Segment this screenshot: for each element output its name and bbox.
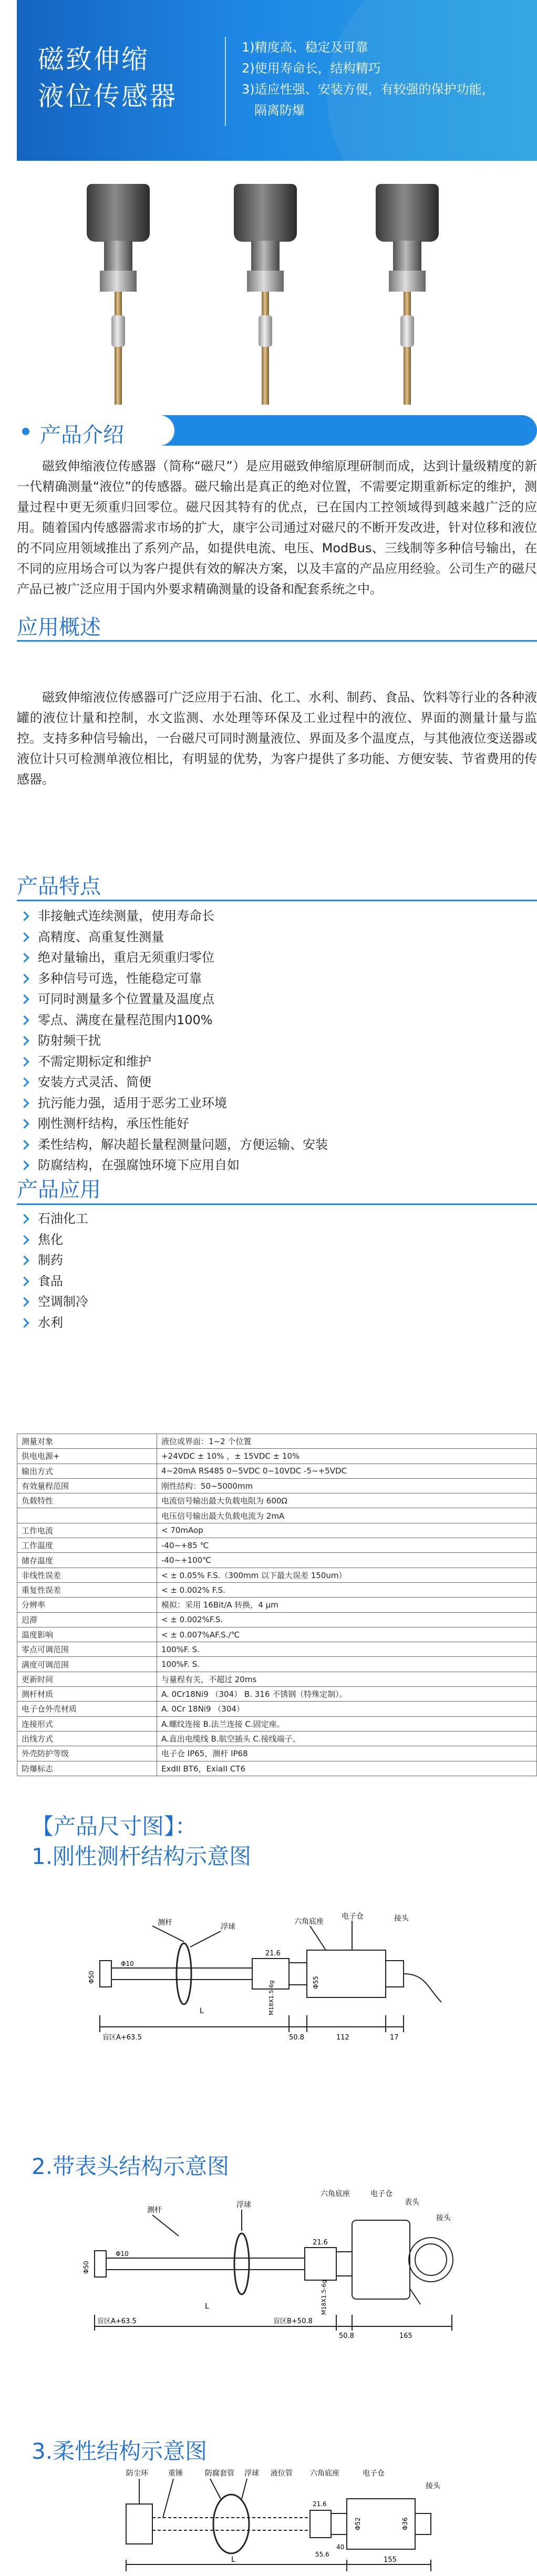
feature-item: 防射频干扰 (17, 1031, 328, 1052)
spec-row (17, 1612, 537, 1627)
spec-value: 模拟：采用 16Bit/A 转换，4 μm (157, 1598, 537, 1612)
spec-row (17, 1702, 537, 1716)
spec-row (17, 1493, 537, 1508)
label-sleeve: 防腐套管 (205, 2469, 234, 2478)
header-feature: 1)精度高、稳定及可靠 (242, 40, 368, 55)
product-title (38, 41, 177, 115)
spec-value: ExdII BT6，ExiaII CT6 (157, 1761, 537, 1776)
header-feature: 3)适应性强、安装方便，有较强的保护功能， (242, 82, 494, 97)
spec-value: < ± 0.05% F.S.（300mm 以下最大误差 150um） (157, 1568, 537, 1582)
spec-row (17, 1478, 537, 1493)
header-feature: 隔离防爆 (254, 103, 305, 118)
spec-key: 温度影响 (17, 1627, 157, 1642)
spec-value: A. 0Cr 18Ni9 （304） (157, 1702, 537, 1716)
spec-value: 液位或界面：1~2 个位置 (157, 1434, 537, 1449)
features-title: 产品特点 (17, 874, 101, 899)
dot-icon (22, 428, 29, 435)
application-item: 焦化 (17, 1230, 88, 1251)
feature-item: 可同时测量多个位置量及温度点 (17, 989, 328, 1010)
spec-value: A.直出电缆线 B.航空插头 C.接线端子。 (157, 1731, 537, 1746)
spec-key: 出线方式 (17, 1731, 157, 1746)
spec-key: 测杆材质 (17, 1687, 157, 1702)
spec-value: 电流信号输出最大负载电阻为 600Ω (157, 1493, 537, 1508)
dim-50-8: 50.8 (289, 2034, 304, 2042)
label-electronics: 电子仓 (363, 2469, 385, 2478)
product-photo (79, 184, 158, 405)
application-item: 制药 (17, 1250, 88, 1271)
product-photo (226, 184, 305, 405)
label-float: 浮球 (221, 1923, 235, 1931)
spec-value: A.螺纹连接 B.法兰连接 C.固定座。 (157, 1716, 537, 1731)
header-banner (17, 0, 537, 161)
spec-key: 外壳防护等级 (17, 1746, 157, 1761)
spec-key: 重复性误差 (17, 1582, 157, 1597)
spec-value: < 70mAop (157, 1523, 537, 1538)
spec-value: 电子仓 IP65，测杆 IP68 (157, 1746, 537, 1761)
label-float: 浮球 (236, 2201, 251, 2209)
feature-item: 柔性结构，解决超长量程测量问题，方便运输、安装 (17, 1135, 328, 1156)
spec-row (17, 1598, 537, 1612)
label-hex-base: 六角底座 (321, 2190, 350, 2198)
feature-item: 防腐结构，在强腐蚀环境下应用自如 (17, 1155, 328, 1176)
spec-value: 电压信号输出最大负载电流为 2mA (157, 1508, 537, 1523)
spec-row (17, 1434, 537, 1449)
spec-key: 负载特性 (17, 1493, 157, 1508)
label-gauge-head: 表头 (405, 2198, 419, 2207)
overview-text: 磁致伸缩液位传感器可广泛应用于石油、化工、水利、制药、食品、饮料等行业的各种液罐的液位计量和控制，水文监测、水处理等环保及工业过程中的液位、界面的测量计量与监控。支持多种信号输出，一台磁尺可同时测量液位、界面及多个温度点，与其他液位变送器或液位计只可检测单液位相比，有明显的优势，为客户提供了多功能、方便安装、节省费用的传感器。 (17, 690, 537, 787)
application-item: 空调制冷 (17, 1292, 88, 1313)
spec-value: 刚性结构：50~5000mm (157, 1478, 537, 1493)
dim-40: 40 (336, 2543, 345, 2551)
label-connector: 接头 (436, 2214, 451, 2222)
spec-row (17, 1568, 537, 1582)
feature-item: 不需定期标定和维护 (17, 1052, 328, 1073)
dim-blind-a: 盲区A+63.5 (97, 2317, 137, 2325)
dim-dia52: Φ52 (354, 2517, 362, 2530)
spec-row (17, 1538, 537, 1553)
spec-key: 测量对象 (17, 1434, 157, 1449)
dim-blind-b: 盲区B+50.8 (273, 2317, 313, 2325)
spec-value: +24VDC ± 10% ，± 15VDC ± 10% (157, 1449, 537, 1464)
dim-165: 165 (399, 2332, 412, 2340)
spec-row (17, 1449, 537, 1464)
spec-key: 防爆标志 (17, 1761, 157, 1776)
dim-112: 112 (336, 2034, 349, 2042)
dim-thread: M18X1.5-6g (268, 1980, 275, 2015)
spec-value: A. 0Cr18Ni9 （304） B. 316 不锈钢（特殊定制）。 (157, 1687, 537, 1702)
applications-title-line (17, 1203, 537, 1205)
header-feature: 2)使用寿命长，结构精巧 (242, 61, 381, 76)
spec-key: 储存温度 (17, 1553, 157, 1568)
feature-item: 高精度、高重复性测量 (17, 927, 328, 948)
label-level-pipe: 液位管 (271, 2469, 293, 2478)
application-item: 水利 (17, 1313, 88, 1334)
label-electronics: 电子仓 (342, 1912, 364, 1921)
spec-row (17, 1672, 537, 1686)
label-connector: 接头 (426, 2482, 440, 2490)
label-connector: 接头 (394, 1914, 409, 1923)
applications-title: 产品应用 (17, 1178, 101, 1202)
spec-value: < ± 0.007%AF.S./℃ (157, 1627, 537, 1642)
spec-row (17, 1746, 537, 1761)
feature-item: 非接触式连续测量，使用寿命长 (17, 906, 328, 927)
feature-item: 刚性测杆结构，承压性能好 (17, 1114, 328, 1135)
spec-row (17, 1582, 537, 1597)
spec-key: 非线性误差 (17, 1568, 157, 1582)
dim-21-6: 21.6 (313, 2500, 327, 2508)
dim3-title: 3.柔性结构示意图 (32, 2438, 208, 2464)
dim-155: 155 (384, 2556, 397, 2564)
spec-key: 输出方式 (17, 1464, 157, 1478)
intro-title-wrap (17, 420, 537, 447)
spec-row (17, 1523, 537, 1538)
spec-row (17, 1464, 537, 1478)
feature-item: 多种信号可选，性能稳定可靠 (17, 968, 328, 990)
label-hex-base: 六角底座 (294, 1918, 324, 1926)
overview-title: 应用概述 (17, 615, 101, 640)
dim-dia36: Φ36 (401, 2517, 409, 2530)
application-item: 石油化工 (17, 1209, 88, 1230)
dim-L: L (231, 2556, 235, 2564)
spec-value: -40~+85 ℃ (157, 1538, 537, 1553)
spec-key: 有效量程范围 (17, 1478, 157, 1493)
spec-row (17, 1761, 537, 1776)
dim-thread: M18X1.5-6g (321, 2280, 327, 2315)
flexible-diagram (89, 2467, 478, 2575)
rigid-rod-diagram (79, 1910, 468, 2047)
product-title-line1: 磁致伸缩 (38, 44, 149, 75)
spec-row (17, 1627, 537, 1642)
spec-table (17, 1434, 537, 1776)
feature-item: 抗污能力强，适用于恶劣工业环境 (17, 1093, 328, 1114)
feature-item: 绝对量输出，重启无须重归零位 (17, 947, 328, 968)
gauge-head-diagram (74, 2183, 473, 2341)
spec-key (17, 1508, 157, 1523)
label-hex-base: 六角底座 (310, 2469, 339, 2478)
intro-text: 磁致伸缩液位传感器（简称“磁尺”）是应用磁致伸缩原理研制而成，达到计量级精度的新一代精确测量“液位”的传感器。磁尺输出是真正的绝对位置，不需要定期重新标定的维护，测量过程中更无须重归回零位。磁尺因其特有的优点，已在国内工控领域得到越来越广泛的应用。随着国内传感器需求市场的扩大，康宇公司通过对磁尺的不断开发改进，针对位移和液位的不同应用领域推出了系列产品，如提供电流、电压、ModBus、三线制等多种信号输出，在不同的应用场合可以为客户提供有效的解决方案，以及丰富的产品应用经验。公司生产的磁尺产品已被广泛应用于国内外要求精确测量的设备和配套系统之中。 (17, 459, 537, 596)
spec-value: 100%F. S. (157, 1657, 537, 1672)
features-list (17, 906, 328, 1176)
dim-55-6: 55.6 (315, 2551, 329, 2558)
product-photo (368, 184, 447, 405)
product-title-line2: 液位传感器 (38, 81, 177, 111)
dim-50-8: 50.8 (339, 2332, 354, 2340)
dim-21-6: 21.6 (265, 1950, 281, 1957)
dim1-title: 1.刚性测杆结构示意图 (32, 1843, 252, 1869)
spec-value: -40~+100℃ (157, 1553, 537, 1568)
label-dust-ring: 防尘环 (126, 2469, 148, 2478)
dim-dia10: Φ10 (116, 2250, 129, 2258)
spec-key: 迟滞 (17, 1612, 157, 1627)
dim-dia10: Φ10 (121, 1960, 134, 1967)
dim-L: L (200, 2007, 204, 2015)
dim-dia55: Φ55 (312, 1976, 319, 1989)
spec-value: < ± 0.002%F.S. (157, 1612, 537, 1627)
overview-title-line (17, 640, 537, 642)
application-item: 食品 (17, 1271, 88, 1292)
spec-key: 供电电源+ (17, 1449, 157, 1464)
label-electronics: 电子仓 (370, 2190, 393, 2198)
dim-21-6: 21.6 (313, 2239, 328, 2247)
spec-row (17, 1716, 537, 1731)
label-rod: 测杆 (158, 1919, 172, 1927)
feature-item: 安装方式灵活、简便 (17, 1072, 328, 1093)
dim2-title: 2.带表头结构示意图 (32, 2153, 230, 2179)
spec-key: 满度可调范围 (17, 1657, 157, 1672)
spec-row (17, 1642, 537, 1657)
header-divider (225, 37, 226, 126)
dim-17: 17 (390, 2034, 399, 2042)
spec-row (17, 1687, 537, 1702)
spec-key: 电子仓外壳材质 (17, 1702, 157, 1716)
applications-list (17, 1209, 88, 1333)
features-title-line (17, 900, 537, 901)
dim-dia50: Φ50 (88, 1971, 95, 1984)
spec-value: < ± 0.002% F.S. (157, 1582, 537, 1597)
spec-row (17, 1553, 537, 1568)
spec-value: 4~20mA RS485 0~5VDC 0~10VDC -5~+5VDC (157, 1464, 537, 1478)
spec-key: 更新时间 (17, 1672, 157, 1686)
spec-value: 与量程有关，不超过 20ms (157, 1672, 537, 1686)
dimensions-title: 【产品尺寸图】： (32, 1813, 198, 1839)
intro-title: 产品介绍 (40, 423, 124, 447)
spec-key: 工作温度 (17, 1538, 157, 1553)
spec-key: 工作电流 (17, 1523, 157, 1538)
dim-blind-a: 盲区A+63.5 (102, 2034, 142, 2042)
spec-key: 分辨率 (17, 1598, 157, 1612)
feature-item: 零点、满度在量程范围内100% (17, 1010, 328, 1031)
spec-row (17, 1731, 537, 1746)
label-float: 浮球 (244, 2469, 259, 2478)
spec-key: 连接形式 (17, 1716, 157, 1731)
header-feature-list (242, 37, 494, 121)
dim-dia50: Φ50 (82, 2261, 90, 2274)
spec-value: 100%F. S. (157, 1642, 537, 1657)
spec-key: 零点可调范围 (17, 1642, 157, 1657)
label-weight: 重锤 (168, 2469, 183, 2478)
spec-row (17, 1657, 537, 1672)
spec-row (17, 1508, 537, 1523)
dim-L: L (205, 2302, 209, 2311)
label-rod: 测杆 (147, 2206, 162, 2214)
